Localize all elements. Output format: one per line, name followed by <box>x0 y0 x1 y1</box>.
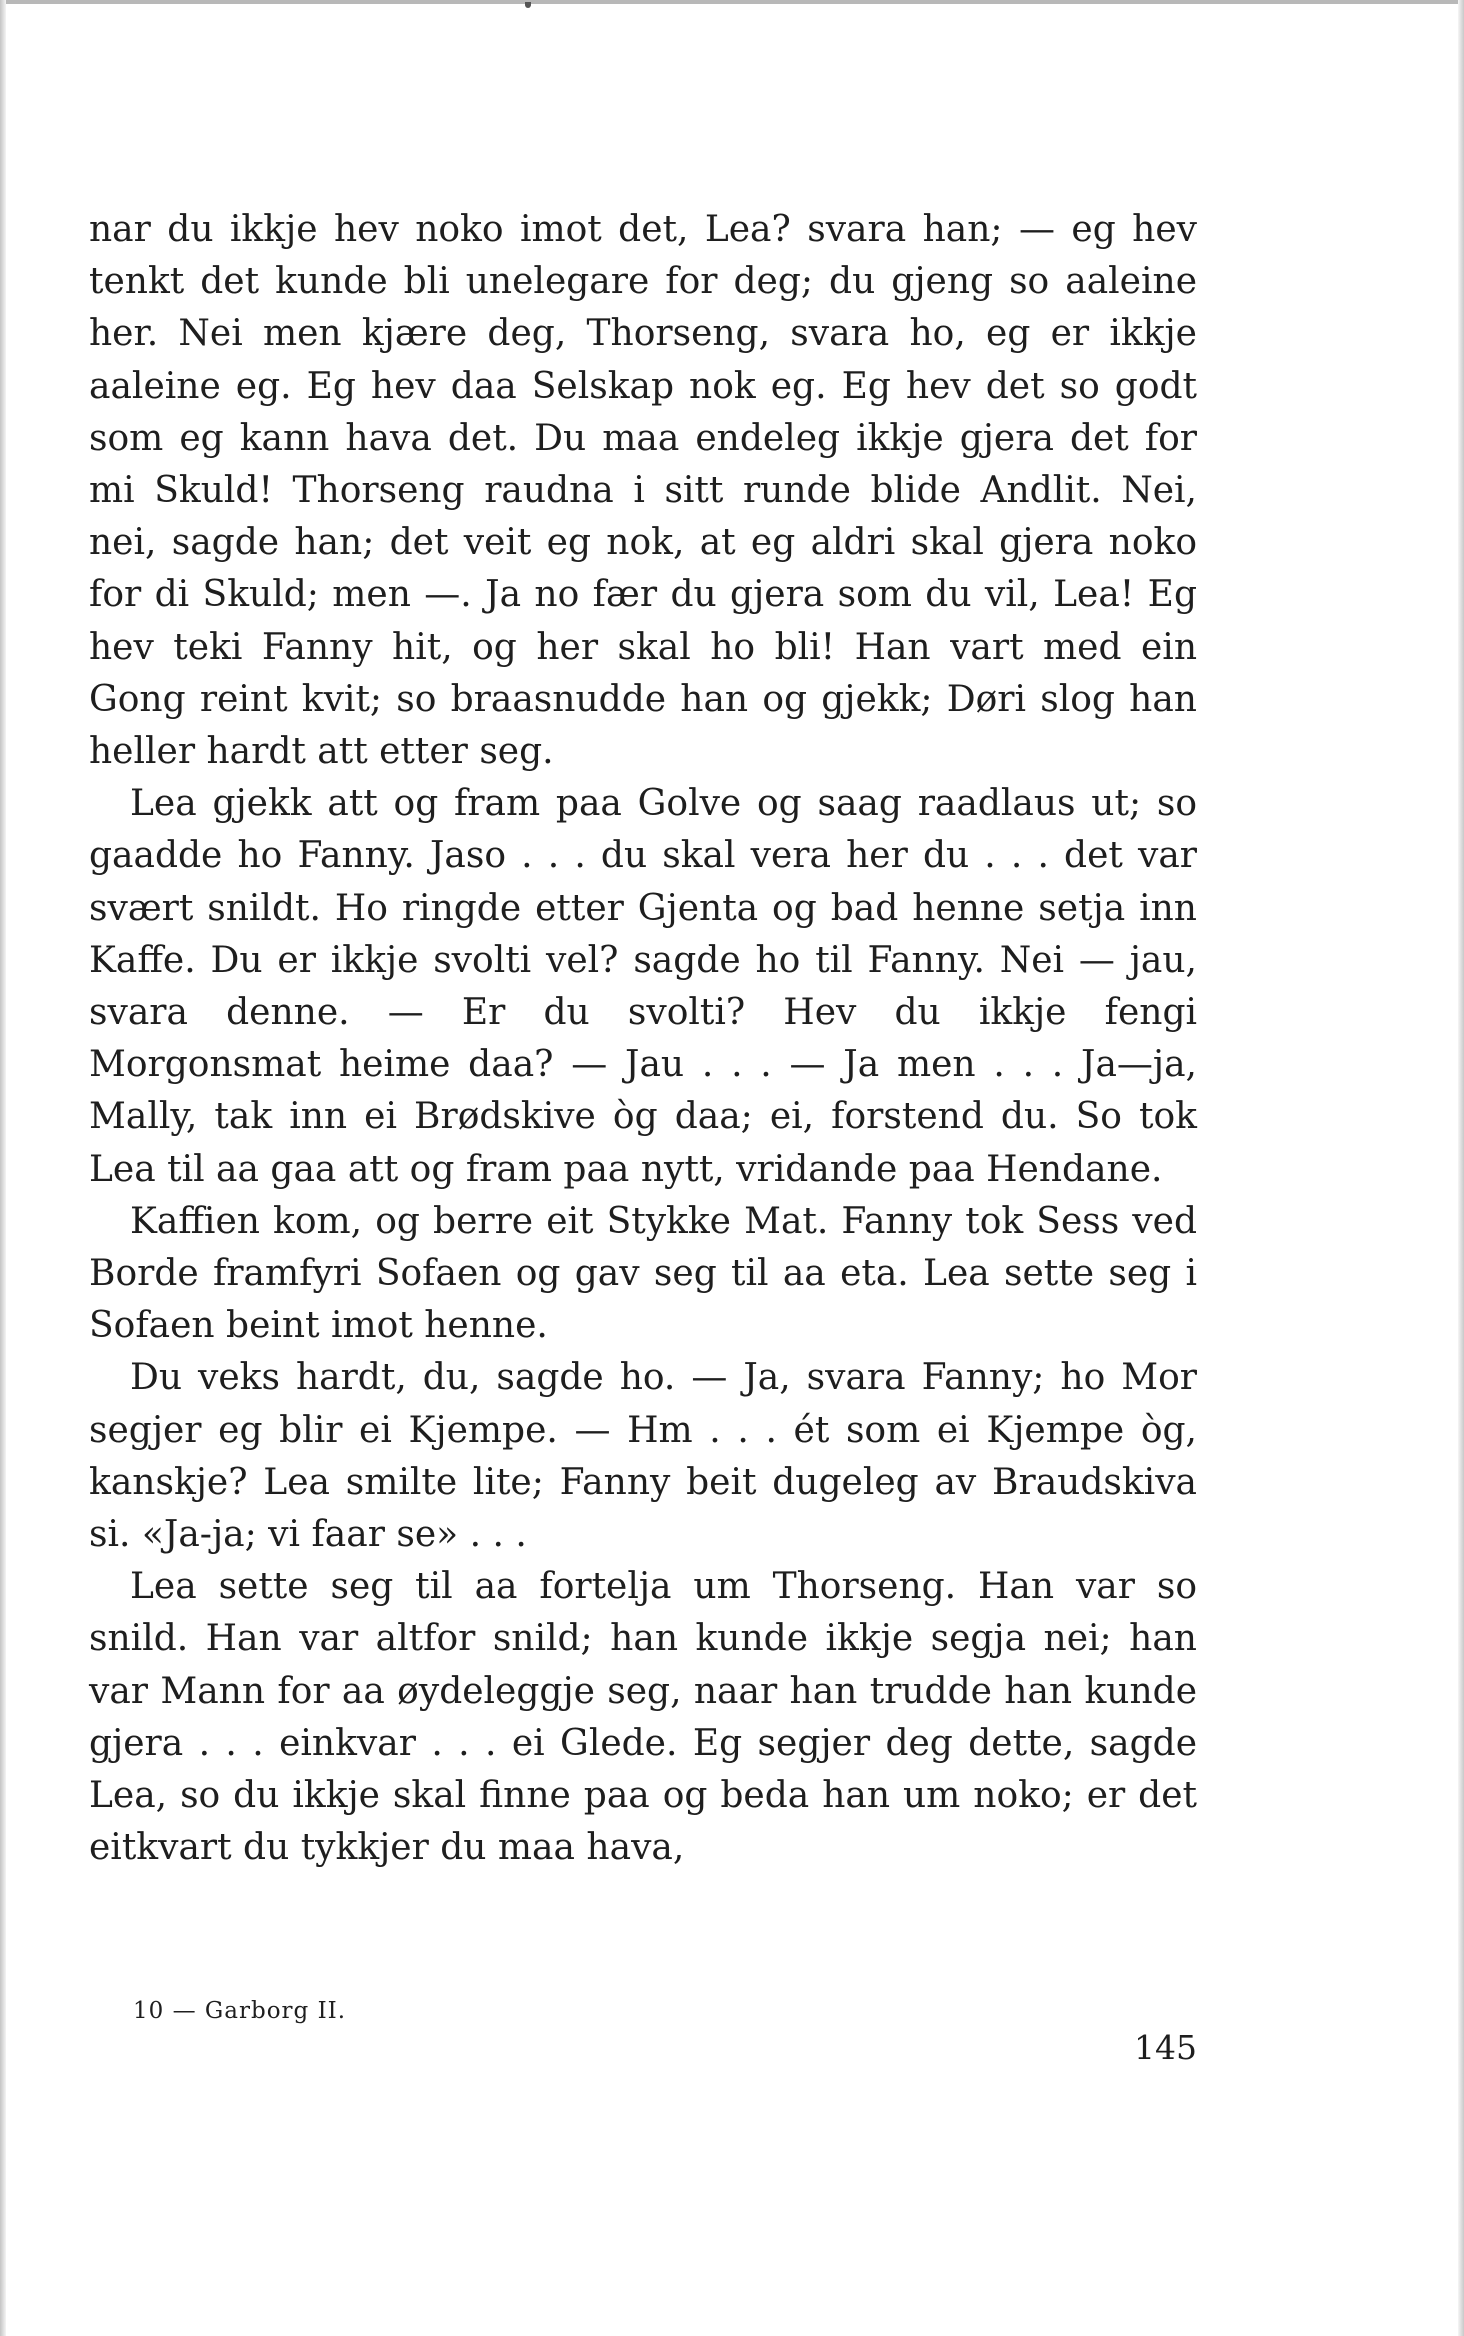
page-number: 145 <box>1134 2028 1197 2067</box>
scan-edge-top <box>0 0 1464 4</box>
page-body <box>89 204 1197 1875</box>
paragraph-5: Lea sette seg til aa fortelja um Thorseng. Han var so snild. Han var altfor snild; han kunde ikkje segja nei; han var Mann for aa øydeleggje seg, naar han trudde han kunde gjera . . . einkvar . . . ei Glede. Eg segjer deg dette, sagde Lea, so du ikkje skal finne paa og beda han um noko; er det eitkvart du tykkjer du maa hava, <box>89 1566 1197 1869</box>
print-tick-mark <box>525 2 531 8</box>
paragraph-3: Kaffien kom, og berre eit Stykke Mat. Fanny tok Sess ved Borde framfyri Sofaen og gav seg til aa eta. Lea sette seg i Sofaen beint imot henne. <box>89 1200 1197 1347</box>
page-footer <box>89 1998 1197 2067</box>
paragraph-1: nar du ikkje hev noko imot det, Lea? svara han; — eg hev tenkt det kunde bli unelegare for deg; du gjeng so aaleine her. Nei men kjære deg, Thorseng, svara ho, eg er ikkje aaleine eg. Eg hev daa Selskap nok eg. Eg hev det so godt som eg kann hava det. Du maa endeleg ikkje gjera det for mi Skuld! Thorseng raudna i sitt runde blide Andlit. Nei, nei, sagde han; det veit eg nok, at eg aldri skal gjera noko for di Skuld; men —. Ja no fær du gjera som du vil, Lea! Eg hev teki Fanny hit, og her skal ho bli! Han vart med ein Gong reint kvit; so braasnudde han og gjekk; Døri slog han heller hardt att etter seg. <box>89 209 1197 773</box>
scan-edge-right <box>1458 0 1464 2336</box>
paragraph-4: Du veks hardt, du, sagde ho. — Ja, svara Fanny; ho Mor segjer eg blir ei Kjempe. — Hm . . . ét som ei Kjempe òg, kanskje? Lea smilte lite; Fanny beit dugeleg av Braudskiva si. «Ja-ja; vi faar se» . . . <box>89 1357 1197 1556</box>
printer-signature: 10 — Garborg II. <box>133 1998 347 2024</box>
paragraph-2: Lea gjekk att og fram paa Golve og saag raadlaus ut; so gaadde ho Fanny. Jaso . . . du skal vera her du . . . det var svært snildt. Ho ringde etter Gjenta og bad henne setja inn Kaffe. Du er ikkje svolti vel? sagde ho til Fanny. Nei — jau, svara denne. — Er du svolti? Hev du ikkje fengi Morgonsmat heime daa? — Jau . . . — Ja men . . . Ja—ja, Mally, tak inn ei Brødskive òg daa; ei, forstend du. So tok Lea til aa gaa att og fram paa nytt, vridande paa Hendane. <box>89 783 1197 1190</box>
scan-edge-left <box>0 0 6 2336</box>
